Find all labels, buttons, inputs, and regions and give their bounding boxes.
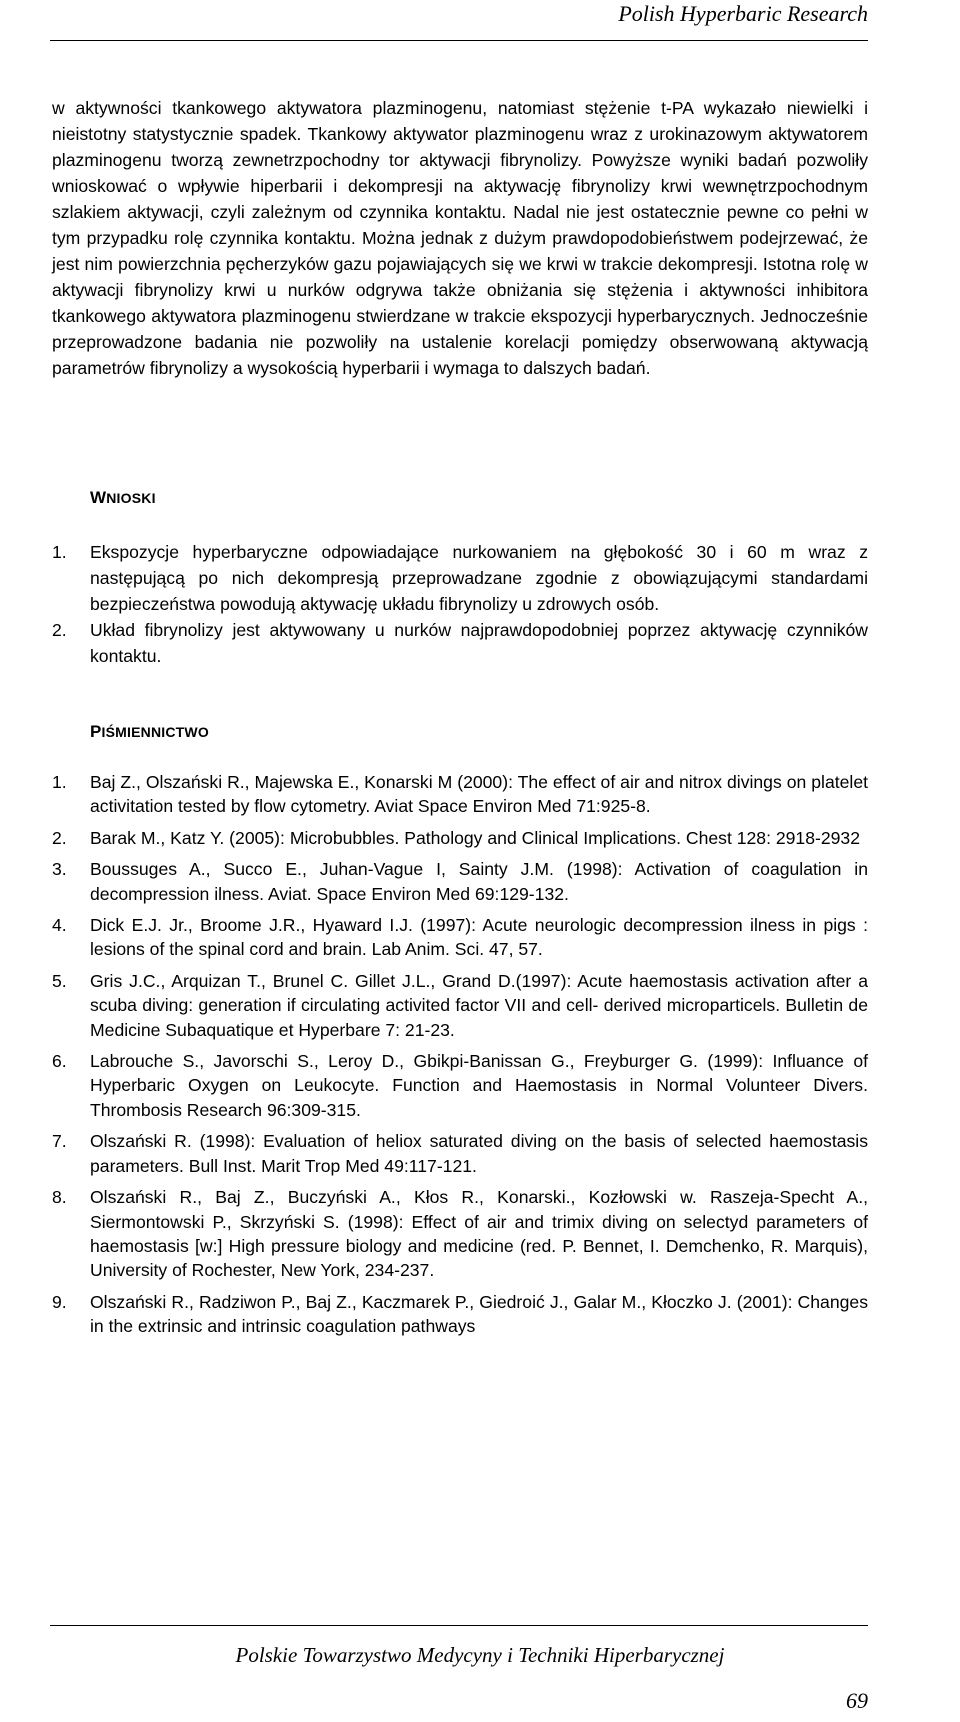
reference-number: 6. — [52, 1051, 67, 1072]
reference-number: 4. — [52, 915, 67, 936]
footer-divider — [50, 1625, 868, 1626]
conclusion-text: Układ fibrynolizy jest aktywowany u nurków najprawdopodobniej poprzez aktywację czynników kontaktu. — [90, 620, 868, 666]
reference-item — [52, 1290, 868, 1339]
conclusions-heading-initial: W — [90, 488, 107, 507]
reference-item — [52, 826, 868, 850]
references-list — [52, 770, 868, 1346]
reference-item — [52, 1049, 868, 1122]
conclusion-item — [52, 617, 868, 669]
reference-item — [52, 969, 868, 1042]
conclusions-list — [52, 539, 868, 669]
reference-text: Labrouche S., Javorschi S., Leroy D., Gbikpi-Banissan G., Freyburger G. (1999): Influance of Hyperbaric Oxygen on Leukocyte. Function and Haemostasis in Normal Volunteer Divers. Thrombosis Research 96:309-315. — [90, 1051, 868, 1120]
reference-item — [52, 913, 868, 962]
reference-text: Dick E.J. Jr., Broome J.R., Hyaward I.J. (1997): Acute neurologic decompression ilness in pigs : lesions of the spinal cord and brain. Lab Anim. Sci. 47, 57. — [90, 915, 868, 960]
reference-text: Baj Z., Olszański R., Majewska E., Konarski M (2000): The effect of air and nitrox divings on platelet activitation tested by flow cytometry. Aviat Space Environ Med 71:925-8. — [90, 772, 868, 817]
page-header — [50, 0, 868, 41]
reference-item — [52, 770, 868, 819]
conclusion-item — [52, 539, 868, 617]
reference-text: Barak M., Katz Y. (2005): Microbubbles. Pathology and Clinical Implications. Chest 128: 2918-2932 — [90, 827, 860, 848]
reference-text: Boussuges A., Succo E., Juhan-Vague I, Sainty J.M. (1998): Activation of coagulation in decompression ilness. Aviat. Space Environ Med 69:129-132. — [90, 859, 868, 904]
journal-title: Polish Hyperbaric Research — [618, 1, 868, 26]
footer-society: Polskie Towarzystwo Medycyny i Techniki Hiperbarycznej — [235, 1643, 725, 1667]
reference-number: 8. — [52, 1187, 67, 1208]
references-heading-rest: IŚMIENNICTWO — [101, 724, 209, 740]
reference-text: Olszański R., Radziwon P., Baj Z., Kaczmarek P., Giedroić J., Galar M., Kłoczko J. (2001): Changes in the extrinsic and intrinsic coagulation pathways — [90, 1291, 868, 1337]
reference-number: 3. — [52, 859, 67, 880]
conclusion-text: Ekspozycje hyperbaryczne odpowiadające nurkowaniem na głębokość 30 i 60 m wraz z następującą po nich dekompresją przeprowadzane zgodnie z obowiązującymi standardami bezpieczeństwa powodują aktywację układu fibrynolizy u zdrowych osób. — [90, 542, 868, 614]
page-number: 69 — [846, 1688, 868, 1713]
reference-item — [52, 1185, 868, 1283]
reference-number: 5. — [52, 970, 67, 991]
conclusion-number: 2. — [52, 620, 67, 640]
conclusions-heading — [90, 488, 156, 508]
reference-text: Gris J.C., Arquizan T., Brunel C. Gillet J.L., Grand D.(1997): Acute haemostasis activation after a scuba diving: generation if circulating activited factor VII and cell- derived microparticels. Bulletin de Medicine Subaquatique et Hyperbare 7: 21-23. — [90, 970, 868, 1040]
reference-number: 7. — [52, 1131, 67, 1152]
reference-number: 1. — [52, 772, 67, 792]
conclusions-heading-rest: NIOSKI — [106, 490, 156, 506]
references-heading — [90, 722, 209, 742]
reference-number: 2. — [52, 827, 67, 848]
reference-item — [52, 857, 868, 906]
conclusion-number: 1. — [52, 542, 67, 562]
reference-text: Olszański R., Baj Z., Buczyński A., Kłos R., Konarski., Kozłowski w. Raszeja-Specht A., Siermontowski P., Skrzyński S. (1998): Effect of air and trimix diving on selectyd parameters of haemostasis [w:] High pressure biology and medicine (red. P. Bennet, I. Demchenko, R. Marquis), University of Rochester, New York, 234-237. — [90, 1187, 868, 1281]
references-heading-initial: P — [90, 722, 102, 741]
reference-number: 9. — [52, 1291, 67, 1312]
discussion-paragraph: w aktywności tkankowego aktywatora plazminogenu, natomiast stężenie t-PA wykazało niewielki i nieistotny statystycznie spadek. Tkankowy aktywator plazminogenu wraz z urokinazowym aktywatorem plazminogenu tworzą zewnetrzpochodny tor aktywacji fibrynolizy. Powyższe wyniki badań pozwoliły wnioskować o wpływie hiperbarii i dekompresji na aktywację fibrynolizy krwi wewnętrzpochodnym szlakiem aktywacji, czyli zależnym od czynnika kontaktu. Nadal nie jest ostatecznie pewne co pełni w tym przypadku rolę czynnika kontaktu. Można jednak z dużym prawdopodobieństwem podejrzewać, że jest nim powierzchnia pęcherzyków gazu pojawiających się we krwi w trakcie dekompresji. Istotna rolę w aktywacji fibrynolizy krwi u nurków odgrywa także obniżania się stężenia i aktywności inhibitora tkankowego aktywatora plazminogenu stwierdzane w trakcie ekspozycji hyperbarycznych. Jednocześnie przeprowadzone badania nie pozwoliły na ustalenie korelacji pomiędzy obserwowaną aktywacją parametrów fibrynolizy a wysokością hyperbarii i wymaga to dalszych badań. — [52, 98, 868, 378]
reference-text: Olszański R. (1998): Evaluation of heliox saturated diving on the basis of selected haemostasis parameters. Bull Inst. Marit Trop Med 49:117-121. — [90, 1131, 868, 1176]
reference-item — [52, 1129, 868, 1178]
